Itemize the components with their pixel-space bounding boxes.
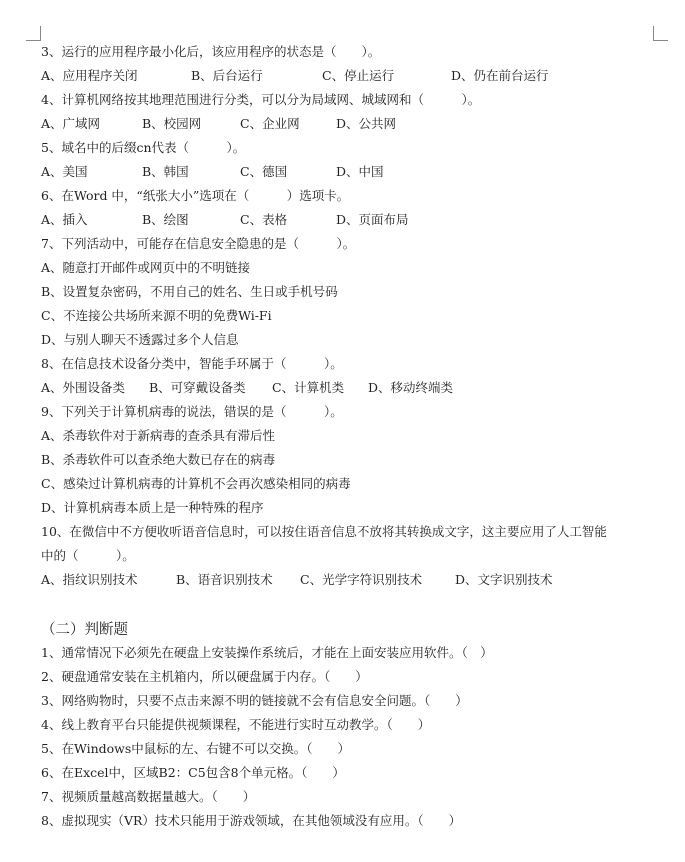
- option-a: A、插入: [41, 212, 88, 227]
- judgment-item: 4、线上教育平台只能提供视频课程，不能进行实时互动教学。（ ）: [41, 717, 431, 732]
- option-b: B、校园网: [142, 116, 202, 131]
- option-c: C、计算机类: [272, 380, 345, 395]
- option-b: B、韩国: [142, 164, 189, 179]
- judgment-item: 3、网络购物时，只要不点击来源不明的链接就不会有信息安全问题。（ ）: [41, 693, 468, 708]
- option-a: A、外围设备类: [41, 380, 126, 395]
- question-stem: 7、下列活动中，可能存在信息安全隐患的是（ ）。: [41, 236, 356, 251]
- option-a: A、指纹识别技术: [41, 572, 138, 587]
- question-stem: 8、在信息技术设备分类中，智能手环属于（ ）。: [41, 356, 343, 371]
- option-d: D、公共网: [336, 116, 397, 131]
- option-d: D、仍在前台运行: [451, 68, 549, 83]
- option-a: A、美国: [41, 164, 88, 179]
- question-stem-continued: 中的（ ）。: [41, 548, 135, 563]
- option-b: B、设置复杂密码，不用自己的姓名、生日或手机号码: [41, 284, 338, 299]
- option-d: D、计算机病毒本质上是一种特殊的程序: [41, 500, 264, 515]
- question-stem: 5、域名中的后缀cn代表（ ）。: [41, 140, 246, 155]
- crop-mark-top-left: [26, 26, 41, 41]
- judgment-item: 6、在Excel中，区域B2：C5包含8个单元格。（ ）: [41, 765, 345, 780]
- option-d: D、移动终端类: [368, 380, 454, 395]
- question-stem: 6、在Word 中，“纸张大小”选项在（ ）选项卡。: [41, 188, 350, 203]
- option-c: C、感染过计算机病毒的计算机不会再次感染相同的病毒: [41, 476, 351, 491]
- section-title: （二）判断题: [41, 622, 128, 638]
- option-d: D、与别人聊天不透露过多个人信息: [41, 332, 239, 347]
- option-d: D、中国: [336, 164, 384, 179]
- option-d: D、页面布局: [336, 212, 409, 227]
- crop-mark-top-right: [653, 26, 668, 41]
- judgment-item: 7、视频质量越高数据量越大。（ ）: [41, 789, 256, 804]
- option-c: C、表格: [240, 212, 288, 227]
- question-stem: 10、在微信中不方便收听语音信息时，可以按住语音信息不放将其转换成文字，这主要应用了人工智能: [41, 524, 607, 539]
- judgment-item: 8、虚拟现实（VR）技术只能用于游戏领域，在其他领域没有应用。（ ）: [41, 813, 462, 828]
- question-stem: 4、计算机网络按其地理范围进行分类，可以分为局域网、城域网和（ ）。: [41, 92, 481, 107]
- question-stem: 9、下列关于计算机病毒的说法，错误的是（ ）。: [41, 404, 343, 419]
- option-a: A、应用程序关闭: [41, 68, 138, 83]
- option-a: A、随意打开邮件或网页中的不明链接: [41, 260, 251, 275]
- option-c: C、不连接公共场所来源不明的免费Wi-Fi: [41, 308, 272, 323]
- option-c: C、停止运行: [322, 68, 395, 83]
- option-b: B、可穿戴设备类: [149, 380, 246, 395]
- option-a: A、杀毒软件对于新病毒的查杀具有滞后性: [41, 428, 276, 443]
- question-stem: 3、运行的应用程序最小化后，该应用程序的状态是（ ）。: [41, 44, 381, 59]
- judgment-item: 2、硬盘通常安装在主机箱内，所以硬盘属于内存。（ ）: [41, 669, 368, 684]
- judgment-item: 5、在Windows中鼠标的左、右键不可以交换。（ ）: [41, 741, 351, 756]
- judgment-item: 1、通常情况下必须先在硬盘上安装操作系统后，才能在上面安装应用软件。（ ）: [41, 645, 493, 660]
- option-d: D、文字识别技术: [455, 572, 553, 587]
- option-b: B、杀毒软件可以查杀绝大数已存在的病毒: [41, 452, 276, 467]
- option-c: C、企业网: [240, 116, 300, 131]
- option-b: B、语音识别技术: [176, 572, 273, 587]
- option-c: C、德国: [240, 164, 288, 179]
- option-a: A、广域网: [41, 116, 101, 131]
- option-b: B、后台运行: [191, 68, 263, 83]
- option-c: C、光学字符识别技术: [300, 572, 423, 587]
- option-b: B、绘图: [142, 212, 189, 227]
